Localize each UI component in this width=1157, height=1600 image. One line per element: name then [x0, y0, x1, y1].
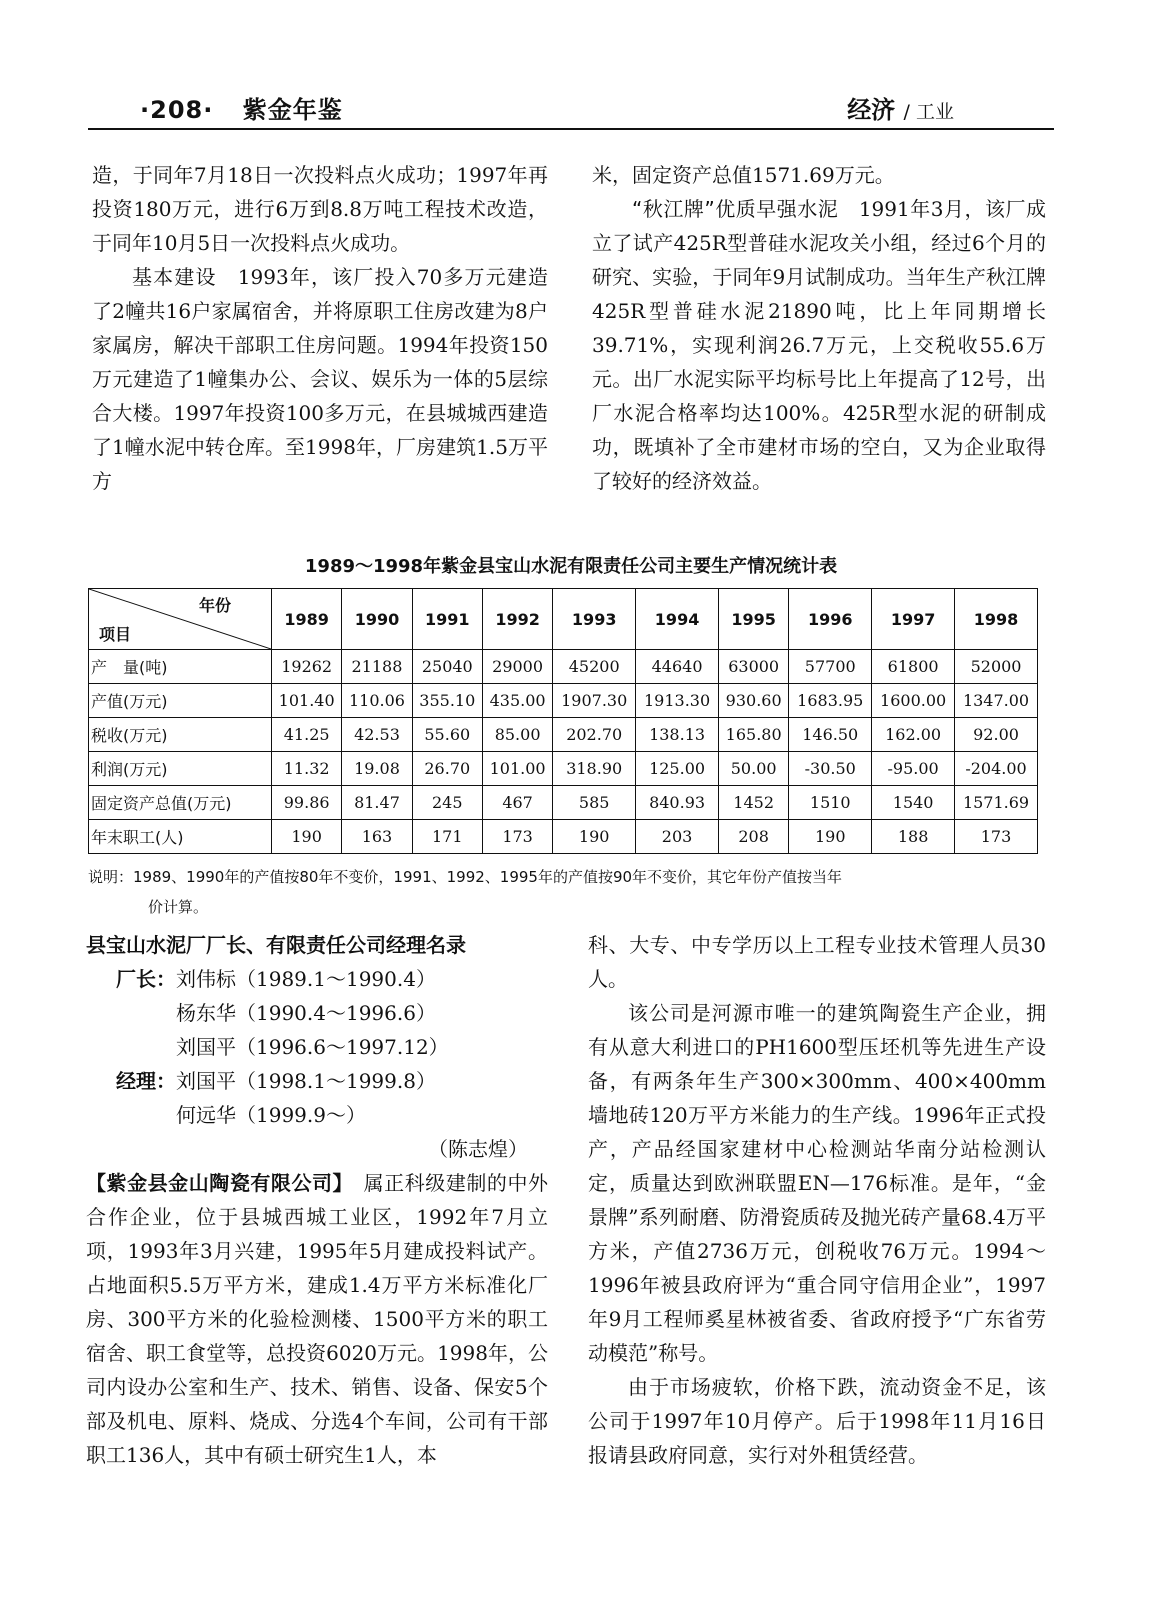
note-line: 说明：1989、1990年的产值按80年不变价，1991、1992、1995年的产值按90年不变价，其它年份产值按当年 — [88, 868, 843, 886]
table-row — [89, 820, 1038, 854]
table-cell: 55.60 — [412, 718, 482, 752]
statistics-table — [88, 588, 1038, 854]
column-4 — [588, 928, 1046, 1472]
table-cell: 29000 — [482, 650, 552, 684]
table-row — [89, 650, 1038, 684]
manager-name: 何远华（1999.9～） — [176, 1103, 366, 1127]
table-cell: 245 — [412, 786, 482, 820]
table-cell: 138.13 — [636, 718, 719, 752]
table-cell: 1540 — [872, 786, 955, 820]
author-name: （陈志煌） — [428, 1137, 528, 1161]
table-cell: 42.53 — [342, 718, 412, 752]
row-label: 年末职工(人) — [89, 820, 272, 854]
table-cell: 146.50 — [789, 718, 872, 752]
role-spacer — [86, 1098, 176, 1132]
table-cell: 208 — [719, 820, 789, 854]
table-row — [89, 752, 1038, 786]
book-title: 紫金年鉴 — [242, 96, 343, 124]
corner-year-label: 年份 — [198, 596, 231, 615]
paragraph-text: 1991年3月，该厂成立了试产425R型普硅水泥攻关小组，经过6个月的研究、实验，于同年9月试制成功。当年生产秋江牌425R型普硅水泥21890吨，比上年同期增长39.71%，实现利润26.7万元，上交税收55.6万元。出厂水泥实际平均标号比上年提高了12号，出厂水泥合格率均达100%。425R型水泥的研制成功，既填补了全市建材市场的空白，又为企业取得了较好的经济效益。 — [592, 197, 1047, 493]
header-right — [847, 90, 954, 125]
paragraph — [92, 260, 548, 498]
table-cell: 1913.30 — [636, 684, 719, 718]
table-cell: 355.10 — [412, 684, 482, 718]
table-cell: 467 — [482, 786, 552, 820]
row-label: 固定资产总值(万元) — [89, 786, 272, 820]
table-cell: 81.47 — [342, 786, 412, 820]
table-cell: 1347.00 — [955, 684, 1038, 718]
table-cell: 45200 — [553, 650, 636, 684]
paragraph: 科、大专、中专学历以上工程专业技术管理人员30人。 — [588, 933, 1046, 991]
manager-row — [86, 996, 548, 1030]
role-label: 厂长： — [116, 967, 176, 991]
section-title: 经济 — [847, 96, 896, 124]
table-cell: 11.32 — [272, 752, 342, 786]
manager-list-title: 县宝山水泥厂厂长、有限责任公司经理名录 — [86, 933, 466, 957]
manager-name: 杨东华（1990.4～1996.6） — [176, 1001, 436, 1025]
paragraph — [592, 192, 1046, 498]
table-cell: 41.25 — [272, 718, 342, 752]
table-cell: 162.00 — [872, 718, 955, 752]
row-label: 产值(万元) — [89, 684, 272, 718]
table-cell: 190 — [553, 820, 636, 854]
paragraph — [86, 1166, 548, 1472]
role-label: 经理： — [116, 1069, 176, 1093]
table-row — [89, 718, 1038, 752]
table-cell: 44640 — [636, 650, 719, 684]
table-header-row — [89, 589, 1038, 650]
table-cell: 19262 — [272, 650, 342, 684]
corner-item-label: 项目 — [99, 625, 132, 644]
year-header: 1993 — [553, 589, 636, 650]
paragraph-lead: 基本建设 — [132, 265, 217, 289]
paragraph: 造，于同年7月18日一次投料点火成功；1997年再投资180万元，进行6万到8.8万吨工程技术改造，于同年10月5日一次投料点火成功。 — [92, 163, 548, 255]
column-1 — [92, 158, 548, 498]
table-cell: 101.00 — [482, 752, 552, 786]
table-cell: 21188 — [342, 650, 412, 684]
table-cell: 63000 — [719, 650, 789, 684]
table-cell: 203 — [636, 820, 719, 854]
table-cell: 1452 — [719, 786, 789, 820]
table-cell: 188 — [872, 820, 955, 854]
table-cell: 26.70 — [412, 752, 482, 786]
table-cell: 930.60 — [719, 684, 789, 718]
row-label: 产 量(吨) — [89, 650, 272, 684]
manager-row — [86, 1030, 548, 1064]
row-label: 税收(万元) — [89, 718, 272, 752]
table-cell: 190 — [789, 820, 872, 854]
table-cell: 85.00 — [482, 718, 552, 752]
table-cell: 19.08 — [342, 752, 412, 786]
column-2 — [592, 158, 1046, 498]
paragraph-text: 属正科级建制的中外合作企业，位于县城西城工业区，1992年7月立项，1993年3月兴建，1995年5月建成投料试产。占地面积5.5万平方米，建成1.4万平方米标准化厂房、300平方米的化验检测楼、1500平方米的职工宿舍、职工食堂等，总投资6020万元。1998年，公司内设办公室和生产、技术、销售、设备、保安5个部及机电、原料、烧成、分选4个车间，公司有干部职工136人，其中有硕士研究生1人，本 — [86, 1171, 549, 1467]
year-header: 1996 — [789, 589, 872, 650]
table-cell: 202.70 — [553, 718, 636, 752]
table-cell: 173 — [482, 820, 552, 854]
paragraph: 该公司是河源市唯一的建筑陶瓷生产企业，拥有从意大利进口的PH1600型压坯机等先进生产设备，有两条年生产300×300mm、400×400mm墙地砖120万平方米能力的生产线。1996年正式投产，产品经国家建材中心检测站华南分站检测认定，质量达到欧洲联盟EN—176标准。是年，“金景牌”系列耐磨、防滑瓷质砖及抛光砖产量68.4万平方米，产值2736万元，创税收76万元。1994～1996年被县政府评为“重合同守信用企业”，1997年9月工程师奚星林被省委、省政府授予“广东省劳动模范”称号。 — [588, 1001, 1046, 1365]
table-cell: 125.00 — [636, 752, 719, 786]
page-header — [88, 88, 1054, 130]
table-cell: 173 — [955, 820, 1038, 854]
table-cell: 50.00 — [719, 752, 789, 786]
table-cell: -204.00 — [955, 752, 1038, 786]
manager-row — [86, 1064, 548, 1098]
table-cell: 110.06 — [342, 684, 412, 718]
table-cell: 1600.00 — [872, 684, 955, 718]
table-cell: 57700 — [789, 650, 872, 684]
manager-name: 刘国平（1996.6～1997.12） — [176, 1035, 449, 1059]
table-cell: 318.90 — [553, 752, 636, 786]
table-note — [88, 862, 1038, 922]
table-cell: 1907.30 — [553, 684, 636, 718]
table-cell: -30.50 — [789, 752, 872, 786]
table-cell: 585 — [553, 786, 636, 820]
table-cell: 101.40 — [272, 684, 342, 718]
paragraph-lead: “秋江牌”优质早强水泥 — [632, 197, 839, 221]
year-header: 1994 — [636, 589, 719, 650]
year-header: 1990 — [342, 589, 412, 650]
role-spacer — [86, 1030, 176, 1064]
table-cell: 61800 — [872, 650, 955, 684]
table-title: 1989～1998年紫金县宝山水泥有限责任公司主要生产情况统计表 — [304, 556, 838, 577]
manager-row — [86, 962, 548, 996]
role-spacer — [86, 996, 176, 1030]
paragraph: 由于市场疲软，价格下跌，流动资金不足，该公司于1997年10月停产。后于1998年11月16日报请县政府同意，实行对外租赁经营。 — [588, 1375, 1046, 1467]
table-row — [89, 786, 1038, 820]
table-cell: 165.80 — [719, 718, 789, 752]
year-header: 1991 — [412, 589, 482, 650]
table-corner-cell — [89, 589, 272, 650]
year-header: 1989 — [272, 589, 342, 650]
table-cell: 1571.69 — [955, 786, 1038, 820]
year-header: 1998 — [955, 589, 1038, 650]
note-line: 价计算。 — [148, 898, 209, 916]
year-header: 1992 — [482, 589, 552, 650]
company-lead: 【紫金县金山陶瓷有限公司】 — [86, 1171, 344, 1195]
paragraph: 米，固定资产总值1571.69万元。 — [592, 163, 895, 187]
table-row — [89, 684, 1038, 718]
year-header: 1997 — [872, 589, 955, 650]
table-cell: 163 — [342, 820, 412, 854]
column-3 — [86, 928, 548, 1472]
table-cell: 1683.95 — [789, 684, 872, 718]
subsection-title: / 工业 — [903, 101, 954, 123]
table-cell: 99.86 — [272, 786, 342, 820]
table-cell: 435.00 — [482, 684, 552, 718]
table-cell: -95.00 — [872, 752, 955, 786]
table-cell: 25040 — [412, 650, 482, 684]
table-cell: 52000 — [955, 650, 1038, 684]
manager-row — [86, 1098, 548, 1132]
table-cell: 840.93 — [636, 786, 719, 820]
manager-name: 刘国平（1998.1～1999.8） — [176, 1069, 436, 1093]
paragraph-text: 1993年，该厂投入70多万元建造了2幢共16户家属宿舍，并将原职工住房改建为8户家属房，解决干部职工住房问题。1994年投资150万元建造了1幢集办公、会议、娱乐为一体的5层综合大楼。1997年投资100多万元，在县城城西建造了1幢水泥中转仓库。至1998年，厂房建筑1.5万平方 — [92, 265, 548, 493]
table-cell: 190 — [272, 820, 342, 854]
row-label: 利润(万元) — [89, 752, 272, 786]
year-header: 1995 — [719, 589, 789, 650]
header-left — [140, 90, 343, 125]
manager-name: 刘伟标（1989.1～1990.4） — [176, 967, 436, 991]
table-cell: 92.00 — [955, 718, 1038, 752]
table-cell: 171 — [412, 820, 482, 854]
table-cell: 1510 — [789, 786, 872, 820]
page-number: ·208· — [140, 96, 214, 124]
